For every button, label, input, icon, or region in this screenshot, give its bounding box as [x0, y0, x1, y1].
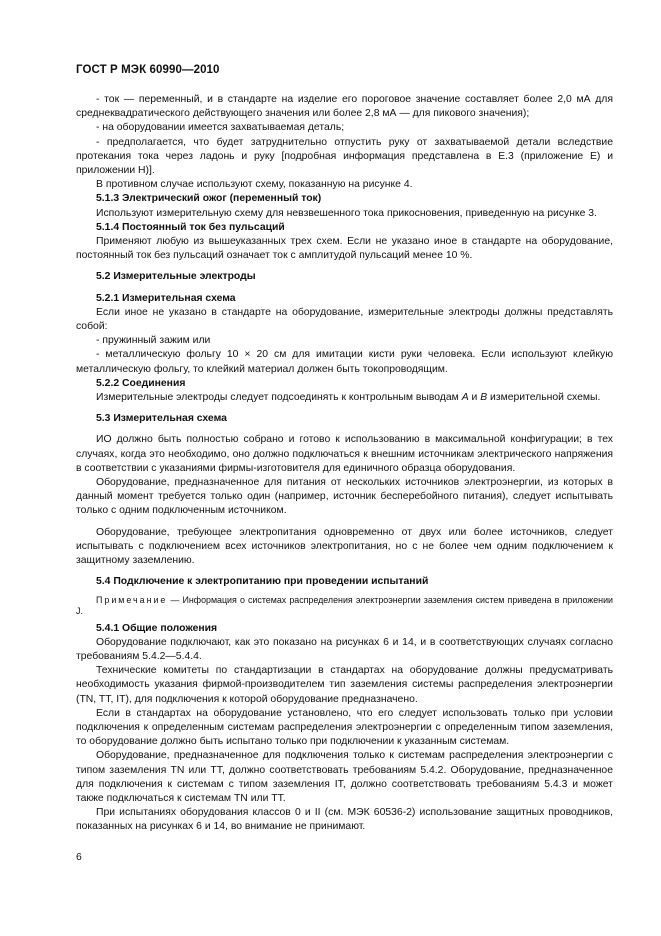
paragraph: Если в стандартах на оборудование установлено, что его следует использовать только при условии подключения к определенным системам распределения электроэнергии с определенным типом заземления, то оборудование должно быть испытано только при подключении к указанным системам. [76, 707, 613, 748]
paragraph: Применяют любую из вышеуказанных трех схем. Если не указано иное в стандарте на оборудование, постоянный ток без пульсаций означает ток с амплитудой пульсаций менее 10 %. [76, 236, 613, 262]
paragraph: - на оборудовании имеется захватываемая деталь; [96, 122, 345, 134]
terminal-b: B [480, 392, 488, 404]
text-run: и [468, 392, 481, 404]
section-heading-5-2-2: 5.2.2 Соединения [96, 377, 186, 389]
paragraph: - металлическую фольгу 10 × 20 см для имитации кисти руки человека. Если используют клейкую металлическую фольгу, то клейкий материал должен быть токопроводящим. [76, 349, 613, 375]
paragraph: Оборудование подключают, как это показано на рисунках 6 и 14, и в соответствующих случаях согласно требованиям 5.4.2—5.4.4. [76, 636, 613, 662]
paragraph: Оборудование, предназначенное для подключения только к системам распределения электроэнергии с типом заземления TN или TT, должно соответствовать требованиям 5.4.2. Оборудование, предназначенное для подключения к системам с типом заземления IT, должно соответствовать требованиям 5.4.3 и может также подключаться к системам TN или TT. [76, 750, 613, 804]
standard-header: ГОСТ Р МЭК 60990—2010 [76, 64, 220, 76]
text-run: Измерительные электроды следует подсоединять к контрольным выводам [96, 392, 462, 404]
terminal-a: A [461, 392, 469, 404]
section-heading-5-3: 5.3 Измерительная схема [96, 413, 227, 425]
section-heading-5-2-1: 5.2.1 Измерительная схема [96, 292, 236, 304]
paragraph: - предполагается, что будет затруднительно отпустить руку от захватываемой детали вследствие протекания тока через ладонь и руку [подробная информация представлена в Е.3 (приложение Е) и приложении Н)]. [76, 136, 613, 177]
note [76, 595, 613, 617]
section-heading-5-4-1: 5.4.1 Общие положения [96, 622, 218, 634]
note-label: Примечание [96, 594, 168, 605]
paragraph: При испытаниях оборудования классов 0 и II (см. МЭК 60536-2) использование защитных проводников, показанных на рисунках 6 и 14, во внимание не принимают. [76, 807, 613, 833]
text-run: измерительной схемы. [487, 392, 601, 404]
paragraph [76, 391, 613, 405]
paragraph: - пружинный зажим или [96, 335, 211, 347]
section-heading-5-2: 5.2 Измерительные электроды [96, 271, 256, 283]
paragraph: - ток — переменный, и в стандарте на изделие его пороговое значение составляет более 2,0 мА для среднеквадратического действующего значения или более 2,8 мА — для пикового значения); [76, 94, 613, 120]
paragraph: В противном случае используют схему, показанную на рисунке 4. [96, 179, 413, 191]
section-heading-5-1-4: 5.1.4 Постоянный ток без пульсаций [96, 221, 285, 233]
section-heading-5-1-3: 5.1.3 Электрический ожог (переменный ток) [96, 193, 322, 205]
paragraph: Оборудование, требующее электропитания одновременно от двух или более источников, следует испытывать с подключением всех источников электропитания, но с не более чем одним подключением к защитному заземлению. [76, 526, 613, 567]
note-text: — Информация о системах распределения электроэнергии заземления систем приведена в приложении J. [76, 594, 613, 616]
section-heading-5-4: 5.4 Подключение к электропитанию при проведении испытаний [96, 576, 429, 588]
paragraph: Оборудование, предназначенное для питания от нескольких источников электроэнергии, из которых в данный момент требуется только один (например, источник бесперебойного питания), следует испытывать только с одним подключенным источником. [76, 477, 613, 517]
paragraph: Если иное не указано в стандарте на оборудование, измерительные электроды должны представлять собой: [76, 306, 613, 333]
paragraph: ИО должно быть полностью собрано и готово к использованию в максимальной конфигурации; в тех случаях, когда это необходимо, оно должно подключаться к внешним источникам электрического напряжения в соответствии с указаниями фирмы-изготовителя для единичного образца оборудования. [76, 434, 613, 474]
document-page [76, 64, 613, 835]
page-number: 6 [76, 852, 82, 863]
paragraph: Используют измерительную схему для невзвешенного тока прикосновения, приведенную на рисунке 3. [96, 207, 597, 219]
paragraph: Технические комитеты по стандартизации в стандартах на оборудование должны предусматривать необходимость указания фирмой-производителем тип заземления системы распределения электроэнергии (TN, TT, IT), для подключения к которой оборудование предназначено. [76, 665, 613, 705]
